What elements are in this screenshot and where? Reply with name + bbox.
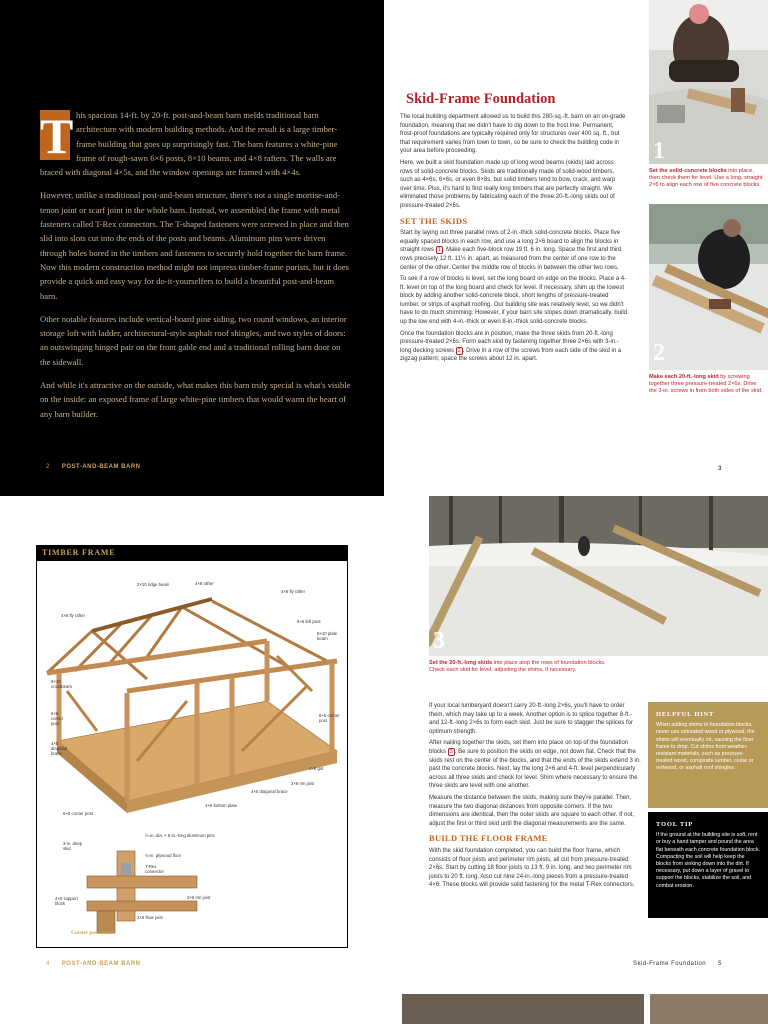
body-paragraph: With the skid foundation completed, you can build the floor frame, which consists of floor joists and perimeter rim joists, all cut from pressure-treated 2×6s. Start by cutting 18 floor joists to 13 ft. 9 in. long, and two perimeter rim joists to 20 ft. long. Also cut nine 24-in.-long pieces from a pressure-treated 4×6. These blocks will provide solid fastening for the metal T-Rex connectors. (429, 847, 635, 889)
page-number: 3 (718, 466, 722, 472)
page-2 (0, 0, 384, 496)
page-4 (0, 496, 384, 992)
label: 4×5 diagonal brace (251, 789, 288, 794)
folio-3 (718, 466, 722, 472)
intro-para-1: his spacious 14-ft. by 20-ft. post-and-beam barn melds traditional barn architecture with modern building methods. And the result is a large timber-frame building that goes up surprisingly fast. The barn features a white-pine frame of rough-sawn 6×6 posts, 8×10 beams, and 4×8 rafters. The walls are braced with diagonal 4×5s, and the window openings are framed with 4×4s. (40, 110, 338, 178)
section-title: Skid-Frame Foundation (406, 91, 556, 107)
page-number: 5 (718, 961, 722, 967)
main-column (429, 702, 641, 893)
caption-lead: Set the solid-concrete blocks (649, 168, 727, 174)
section-name: Skid-Frame Foundation (632, 961, 707, 967)
page-number: 4 (46, 961, 50, 967)
tool-tip-box (648, 812, 768, 918)
body-paragraph: Measure the distance between the skids, making sure they're parallel. Then, measure the two diagonal distances from opposite corners. If the two dimensions are identical, then the outer skids are square to each other. If not, adjust the first or third skid until the diagonal measurements are the same. (429, 794, 635, 827)
hint-title: HELPFUL HINT (656, 711, 715, 718)
caption-3 (429, 660, 609, 674)
book-title: POST-AND-BEAM BARN (61, 464, 141, 470)
label: 4×8 fly rafter (61, 613, 86, 618)
page-3 (384, 0, 768, 496)
caption-2 (649, 374, 765, 395)
label: 4×6 support block (55, 896, 78, 906)
intro-para-4: And while it's attractive on the outside, what makes this barn truly special is what's visible on the inside: an exposed frame of large white-pine timbers that would warm the heart of any barn builder. (40, 380, 351, 419)
body-paragraph: If your local lumberyard doesn't carry 20-ft.-long 2×6s, you'll have to order them, which may take up to a week. Another option is to splice together 8-ft.- and 12-ft.-long 2×6s to form each skid. Just be sure to stagger the splices for optimum strength. (429, 703, 633, 735)
page-5 (384, 496, 768, 992)
photo-3 (429, 496, 768, 656)
intro-text (40, 108, 352, 430)
caption-1 (649, 168, 765, 189)
caption-lead: Set the 20-ft.-long skids (429, 660, 493, 666)
text-run: Once the foundation blocks are in position, make the three skids from 20-ft.-long pressure-treated 2×6s. Form each skid by fastening together three 2×6s with 3-in.-long decking screws (400, 330, 619, 354)
label: 6×6 corner post (319, 713, 340, 723)
label: 4×5 diagonal brace (51, 741, 68, 756)
detail-title: Corner post detail (71, 930, 114, 936)
folio-2 (46, 464, 141, 470)
label: 2×6 floor joist (137, 915, 163, 920)
photo-1 (649, 0, 768, 164)
label: ½-in.-dia. × 6-in.-long aluminum pins (145, 833, 215, 838)
caption-text: into place atop the rows of foundation blocks. Check each skid for level, adjusting the shims, if necessary. (429, 660, 606, 673)
label: 4×8 rafter (195, 581, 214, 586)
label: 8×10 crossbeam (51, 679, 73, 689)
label: 3-in. deep skid (63, 841, 83, 851)
folio-5 (633, 961, 722, 967)
body-paragraph (400, 330, 628, 364)
text-run: Start by laying out three parallel rows of 2-in.-thick solid-concrete blocks. Place five equally spaced blocks in each row, and use a long 2×6 board to align the blocks in straight rows (400, 230, 621, 254)
body-paragraph (400, 229, 628, 272)
body-paragraph: To see if a row of blocks is level, set the long board on edge on the blocks. Place a 4-ft. level on top of the long board and check for level. If necessary, shim up the lowest block by adding another solid-concrete block, short lengths of pressure-treated lumber, or strips of asphalt roofing. Our building site was relatively level, so we didn't have to do much shimming. However, if your barn site slopes down dramatically, build up the low end with 4-in.-thick or even 8-in.-thick solid-concrete blocks. (400, 276, 627, 326)
text-run: . Be sure to position the skids on edge, not down flat. Check that the skids rest on the center of the blocks, and that the ends of the skids extend 3 in. past the concrete blocks. Next, lay the long 2×6 and 4-ft. level perpendicularly across all three skids and check for level. Shim where necessary to ensure the three skids are level with one another. (429, 748, 641, 790)
photo-next-1 (402, 994, 644, 1024)
label: 4×6 bottom plate (205, 803, 238, 808)
text-run: . Drive in a row of the screws from each side of the skid in a zigzag pattern; space the screws about 12 in. apart. (400, 347, 622, 363)
label: T-Rex connector (145, 864, 164, 874)
label: 4×8 fly rafter (281, 589, 306, 594)
intro-paragraph: The local building department allowed us to build this 280-sq.-ft. barn on an on-grade foundation, meaning that we didn't have to dig down to the frost line. Permanent, frost-proof foundations are typically required only for structures over 400 sq. ft., but that requirement varies from town to town, so be sure to check the building code in your area before proceeding. (400, 114, 626, 155)
caption-text: into place, then check them for level. Use a long, straight 2×6 to align each row of five concrete blocks. (649, 168, 763, 188)
intro-para-2: However, unlike a traditional post-and-beam structure, there's not a single mortise-and-tenon joint or scarf joint in the whole barn. Instead, we assembled the frame with metal fasteners called T-Rex connectors. The T-shaped fasteners were screwed in place and then slid into slots cut into the ends of the posts and beams. Aluminum pins were driven through holes bored in the timbers and fasteners to securely hold together the barn frame. Now this modern construction method might not impress timber-frame purists, but it does provide a quick and easy way for do-it-yourselfers to build a beautiful post-and-beam barn. (40, 190, 349, 301)
label: 2×6 rim joist (291, 781, 315, 786)
next-page-preview (384, 992, 768, 1024)
label: 6×6 corner post (51, 711, 64, 726)
intro-para-3: Other notable features include vertical-board pine siding, two round windows, an interior storage loft with ladder, architectural-style asphalt roof shingles, and two styles of doors: an outswinging hinged pair on the front gable end and a traditional rolling barn door on the sidewall. (40, 313, 347, 367)
label: 2×10 ridge beam (137, 582, 170, 587)
label: 6×6 left post (297, 619, 321, 624)
photo-number: 1 (653, 138, 665, 164)
label: 4×8 girt (309, 766, 324, 771)
photo-ref: 2 (457, 347, 461, 354)
label: 8×10 plate beam (317, 631, 338, 641)
intro-paragraph: Here, we built a skid foundation made up of long wood beams (skids) laid across rows of solid-concrete blocks. Skids are traditionally made of solid-wood timbers, such as 4×6s, 6×6s, or even 8×8s, but solid timbers tend to bow, crack, and warp over time. Plus, it's hard to find really long timbers that are perfectly straight. We eliminated those problems by fabricating each of the three 20-ft.-long skids out of pressure-treated 2×6s. (400, 159, 616, 209)
timber-frame-illustration (36, 560, 348, 948)
page-number: 2 (46, 464, 50, 470)
subhead-set-skids: SET THE SKIDS (400, 215, 468, 226)
label: ¾-in. plywood floor (145, 853, 182, 858)
book-title: POST-AND-BEAM BARN (61, 961, 141, 967)
photo-number: 2 (653, 340, 665, 366)
folio-4 (46, 961, 141, 967)
photo-number: 3 (433, 628, 445, 654)
text-run: After nailing together the skids, set them into place on top of the foundation blocks (429, 740, 629, 755)
hint-text: When adding shims to foundation blocks, never use untreated wood or plywood; the shims will eventually rot, causing the floor frame to drop. Cut shims from weather-resistant materials, such as pressure-treated wood, composite lumber, cedar or redwood, or asphalt roof shingles. (656, 722, 755, 772)
caption-lead: Make each 20-ft.-long skid (649, 374, 719, 380)
caption-text: by screwing together three pressure-treated 2×6s. Drive the 3-in. screws in from both sides of the skid. (649, 374, 763, 394)
subhead-floor-frame: BUILD THE FLOOR FRAME (429, 833, 548, 844)
helpful-hint-box (648, 702, 768, 808)
photo-ref: 1 (437, 247, 441, 254)
text-run: . Make each five-block row 19 ft. 6 in. long. Space the first and third rows precisely 12 ft. 11½ in. apart, as measured from the center of one row to the center of the other. Center the middle row of blocks in between the other two rows. (400, 247, 622, 271)
tip-title: TOOL TIP (656, 821, 694, 828)
photo-2 (649, 204, 768, 370)
drop-cap: T (40, 108, 74, 164)
label: 6×6 corner post (63, 811, 93, 816)
label: 2×6 rim joist (187, 895, 211, 900)
photo-ref: 3 (449, 748, 453, 755)
photo-next-2 (650, 994, 768, 1024)
body-paragraph (429, 739, 641, 791)
tip-text: If the ground at the building site is soft, rent or buy a hand tamper and pound the area flat beneath each concrete foundation block. Compacting the soil will help keep the blocks from sinking down into the dirt. If necessary, put down a layer of gravel to support the blocks, stabilize the soil, and combat erosion. (656, 832, 760, 889)
main-column (400, 113, 628, 367)
timber-frame-header: TIMBER FRAME (36, 545, 348, 560)
